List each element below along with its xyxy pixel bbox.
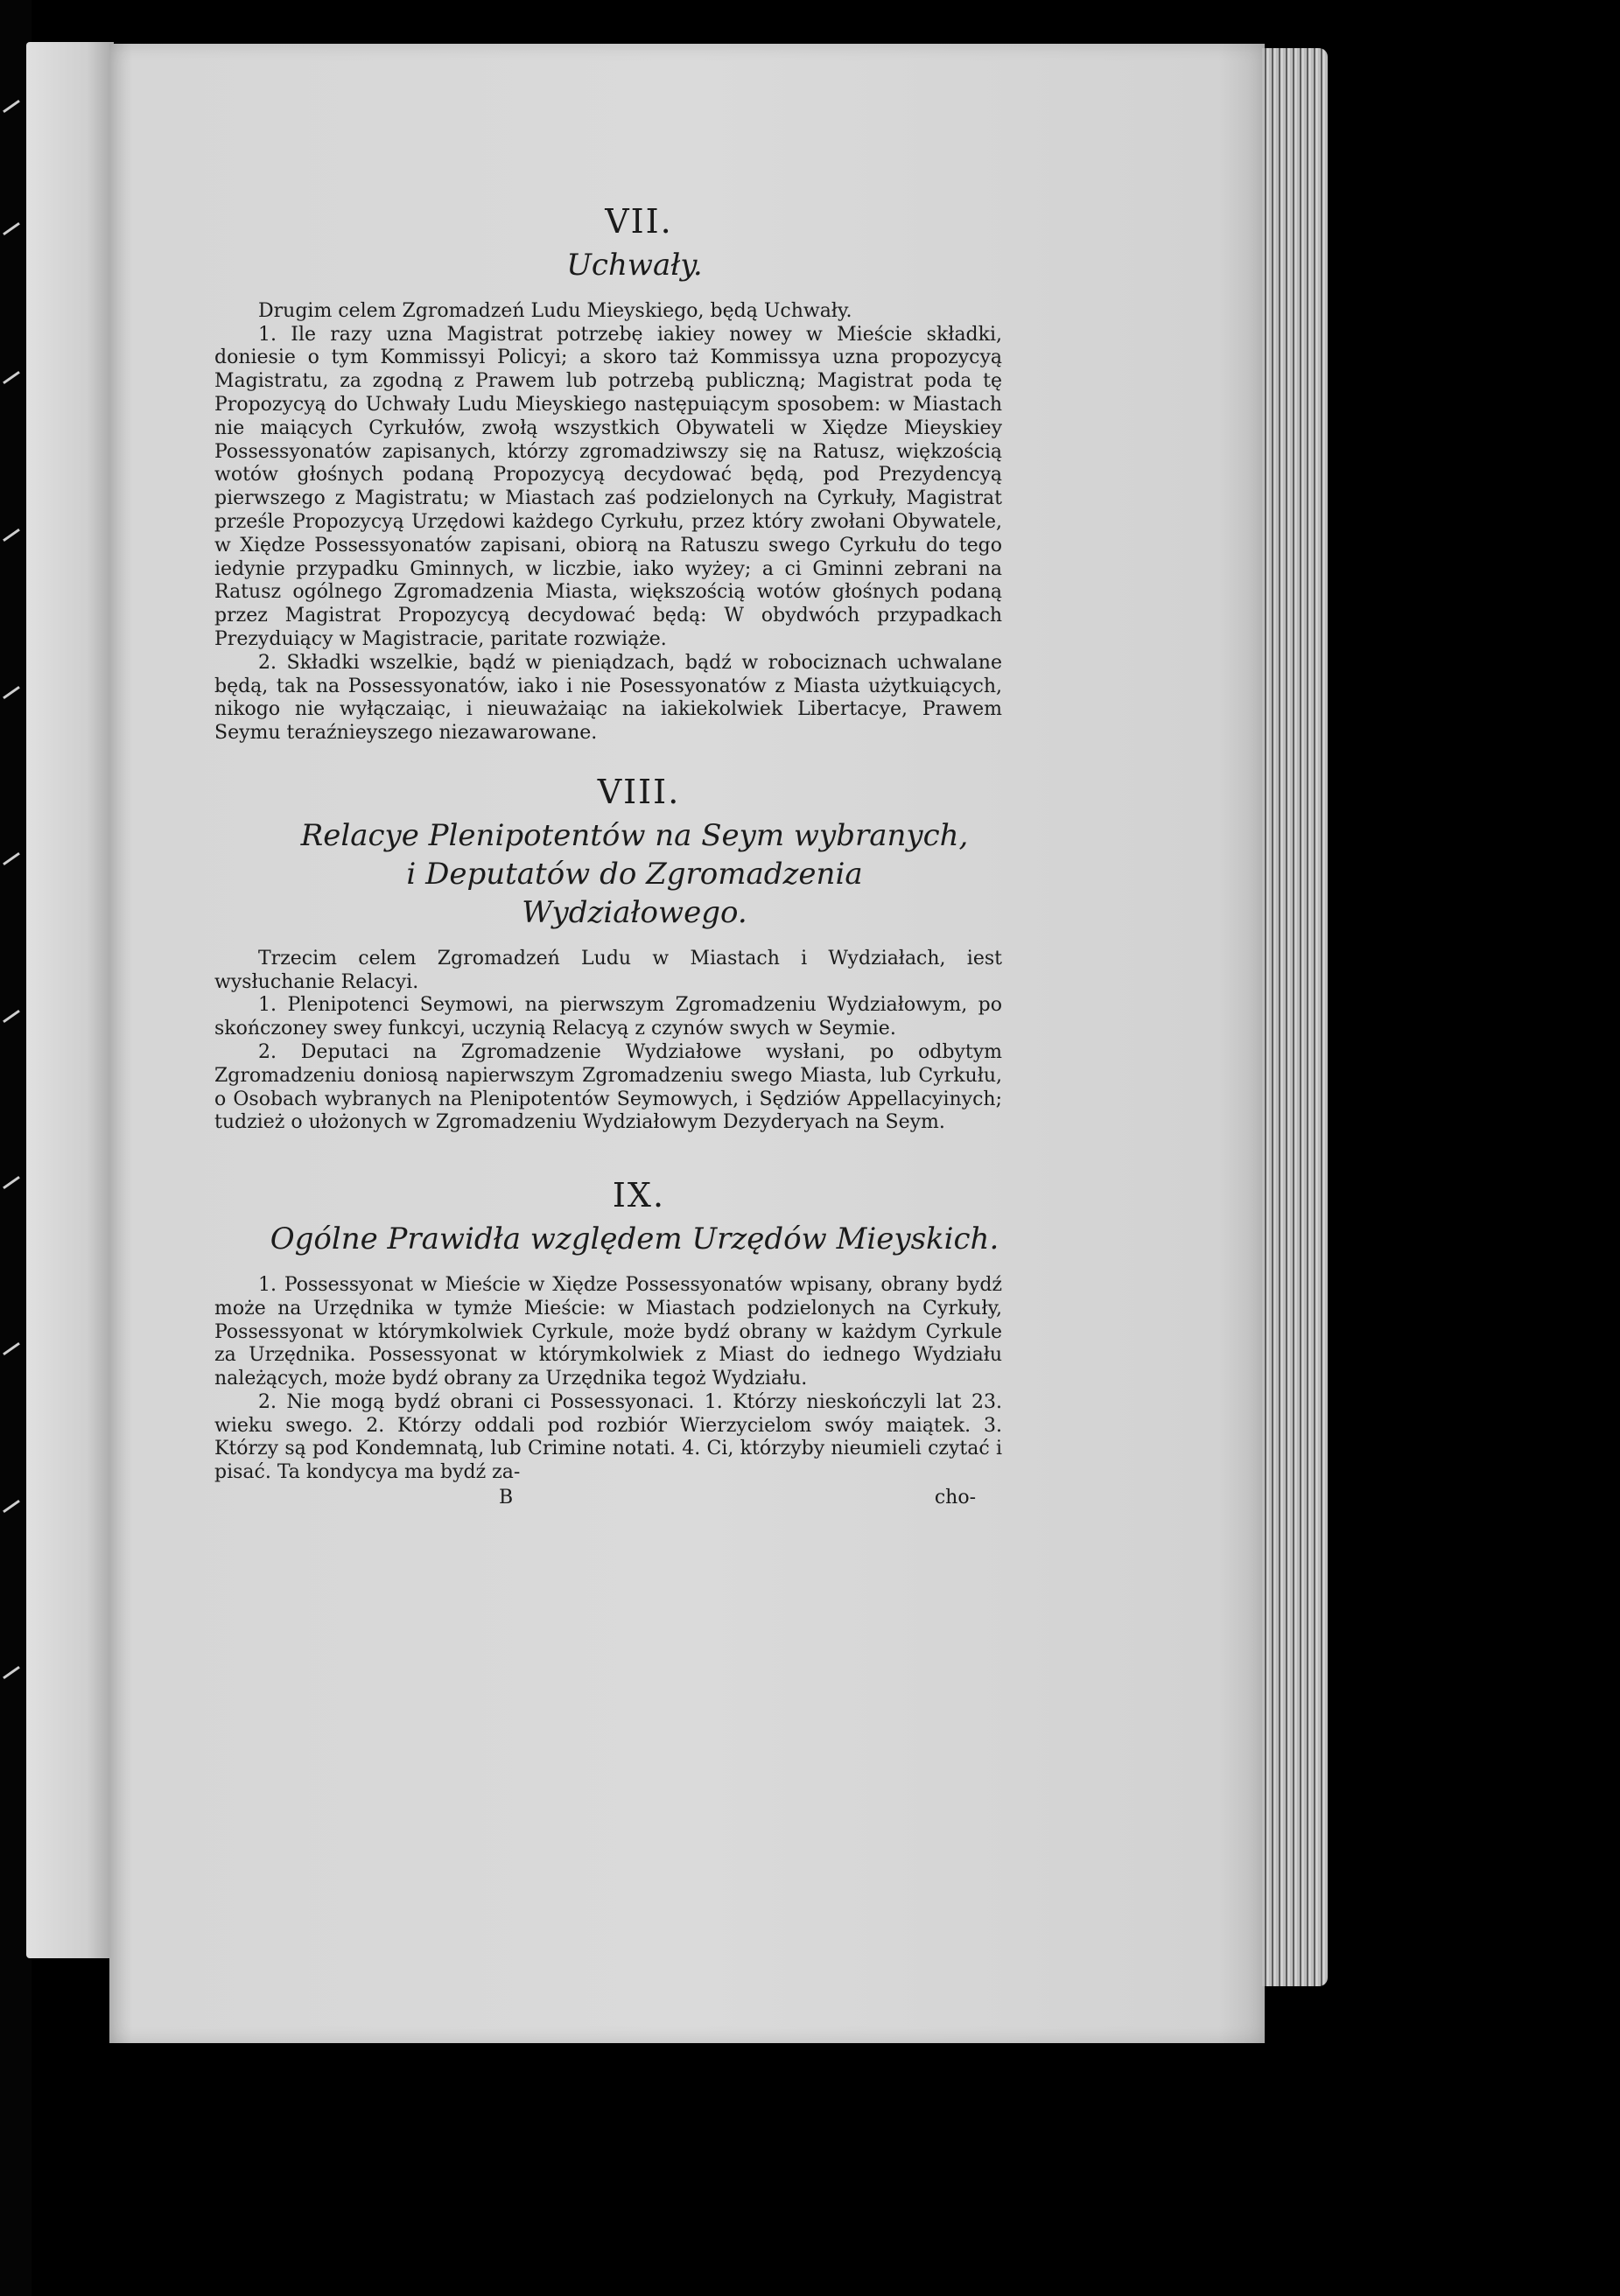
section-title: Relacye Plenipotentów na Seym wybranych, i Deputatów do Zgromadzenia Wydziałowego. (300, 817, 969, 930)
section-paragraph: 2. Deputaci na Zgromadzenie Wydziałowe wysłani, po odbytym Zgromadzeniu doniosą napierwszym Zgromadzeniu swego Miasta, lub Cyrkułu, o Osobach wybranych na Plenipotentów Seymowych, i Sędziów Appellacyinych; tudzież o ułożonych w Zgromadzeniu Wydziałowym Dezyderyach na Seym. (214, 1040, 1002, 1134)
section-viii (214, 772, 1002, 1135)
section-paragraph: 1. Ile razy uzna Magistrat potrzebę iakiey nowey w Mieście składki, doniesie o tym Kommissyi Policyi; a skoro taż Kommissya uzna propozycyą Magistratu, za zgodną z Prawem lub potrzebą publiczną; Magistrat poda tę Propozycyą do Uchwały Ludu Mieyskiego następuiącym sposobem: w Miastach nie maiących Cyrkułów, zwołą wszystkich Obywateli w Xiędze Mieyskiey Possessyonatów zapisanych, którzy zgromadziwszy się na Ratusz, więkzością wotów głośnych podaną Propozycyą decydować będą, pod Prezydencyą pierwszego z Magistratu; w Miastach zaś podzielonych na Cyrkuły, Magistrat prześle Propozycyą Urzędowi każdego Cyrkułu, przez który zwołani Obywatele, w Xiędze Possessyonatów zapisani, obiorą na Ratuszu swego Cyrkułu do tego iedynie przypadku Gminnych, w liczbie, iako wyżey; a ci Gminni zebrani na Ratusz ogólnego Zgromadzenia Miasta, większością wotów głośnych podaną przez Magistrat Propozycyą decydować będą: W obydwóch przypadkach Prezyduiący w Magistracie, paritate rozwiąże. (214, 323, 1002, 650)
page-text (214, 202, 1002, 1510)
section-paragraph: 2. Nie mogą bydź obrani ci Possessyonaci. 1. Którzy nieskończyli lat 23. wieku swego. 2. Którzy oddali pod rozbiór Wierzycielom swóy maiątek. 3. Którzy są pod Kondemnatą, lub Crimine notati. 4. Ci, którzyby nieumieli czytać i pisać. Ta kondycya ma bydź za- (214, 1390, 1002, 1484)
section-intro: Trzecim celem Zgromadzeń Ludu w Miastach i Wydziałach, iest wysłuchanie Relacyi. (214, 947, 1002, 993)
section-intro: Drugim celem Zgromadzeń Ludu Mieyskiego, będą Uchwały. (258, 299, 852, 322)
section-ix (214, 1176, 1002, 1485)
section-title: Ogólne Prawidła względem Urzędów Mieyskich. (270, 1221, 999, 1256)
catchword: cho- (934, 1487, 976, 1509)
previous-page-edge (26, 42, 114, 1958)
page-footer (214, 1487, 1002, 1510)
section-number: VII. (605, 202, 673, 241)
page-stack-edge (1262, 48, 1328, 1986)
section-vii (214, 202, 1002, 746)
section-paragraph: 2. Składki wszelkie, bądź w pieniądzach, bądź w robociznach uchwalane będą, tak na Possessyonatów, iako i nie Posessyonatów z Miasta użytkuiących, nikogo nie wyłączaiąc, i nieuważaiąc na iakiekolwiek Libertacye, Prawem Seymu teraźnieyszego niezawarowane. (214, 651, 1002, 745)
section-paragraph: 1. Possessyonat w Mieście w Xiędze Possessyonatów wpisany, obrany bydź może na Urzędnika w tymże Mieście: w Miastach podzielonych na Cyrkuły, Possessyonat w którymkolwiek Cyrkule, może bydź obrany w każdym Cyrkule za Urzędnika. Possessyonat w którymkolwiek z Miast do iednego Wydziału należących, może bydź obrany za Urzędnika tegoż Wydziału. (214, 1273, 1002, 1390)
section-paragraph: 1. Plenipotenci Seymowi, na pierwszym Zgromadzeniu Wydziałowym, po skończoney swey funkcyi, uczynią Relacyą z czynów swych w Seymie. (214, 994, 1002, 1040)
section-number: VIII. (597, 772, 681, 811)
section-number: IX. (612, 1176, 666, 1215)
signature-mark: B (499, 1487, 514, 1509)
section-title: Uchwały. (566, 247, 703, 283)
